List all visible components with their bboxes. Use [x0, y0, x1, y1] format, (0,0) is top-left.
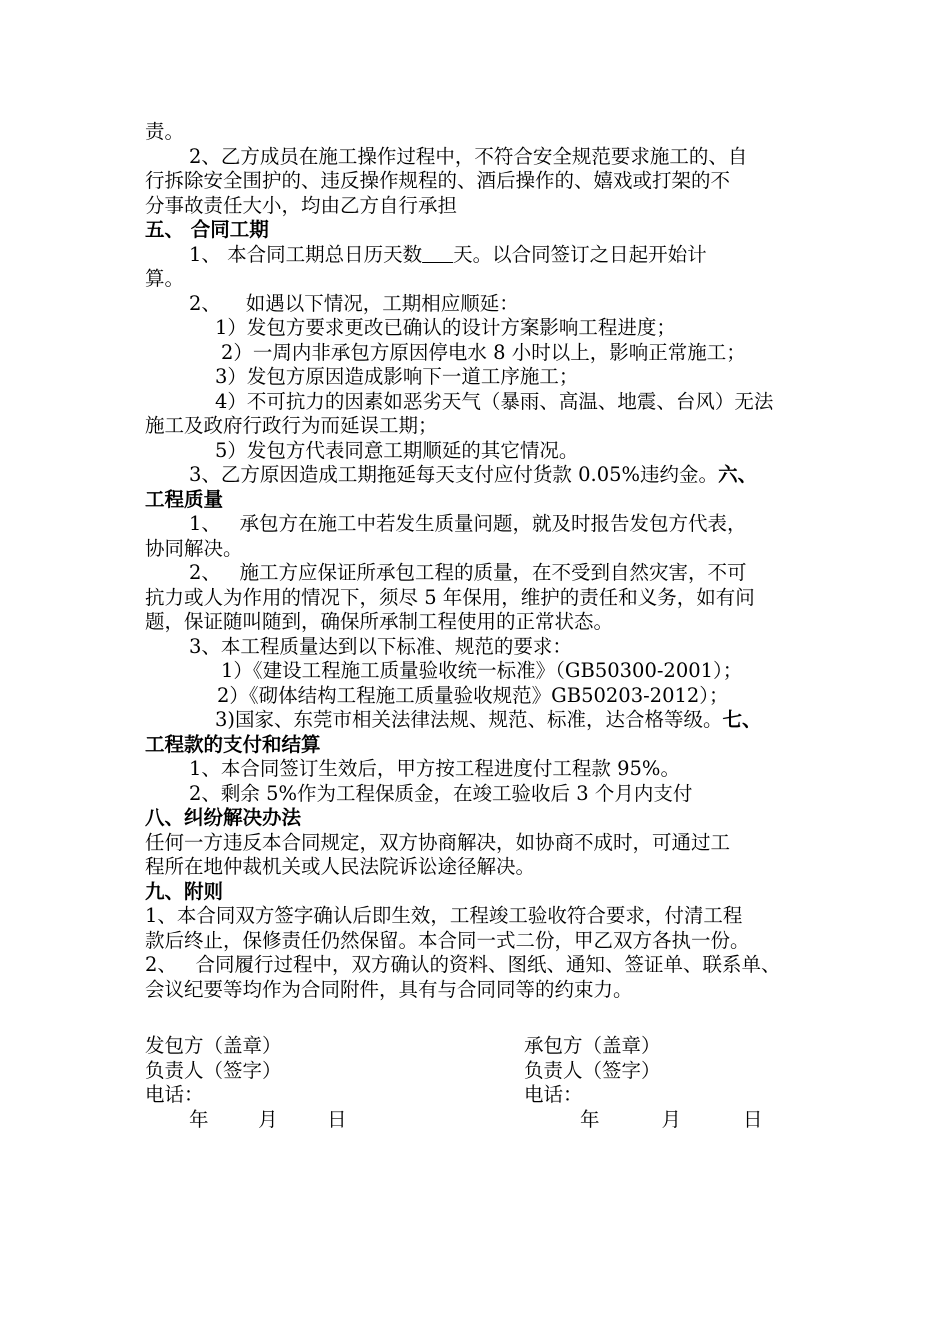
signature-row-sign — [145, 1059, 809, 1084]
text-line: 责。 — [145, 120, 185, 143]
signature-row-seal — [145, 1034, 809, 1059]
contract-body — [145, 120, 809, 1132]
clause-text: 2、 施工方应保证所承包工程的质量，在不受到自然灾害，不可 — [189, 561, 747, 584]
days-blank — [422, 243, 453, 266]
party-b-sign: 负责人（签字） — [524, 1058, 661, 1082]
clause-text: 会议纪要等均作为合同附件，具有与合同同等的约束力。 — [145, 977, 633, 1001]
clause-text: 抗力或人为作用的情况下，须尽 5 年保用，维护的责任和义务，如有问 — [145, 585, 755, 609]
section-heading-5: 五、 合同工期 — [145, 218, 269, 241]
clause-text: 3、乙方原因造成工期拖延每天支付应付货款 0.05%违约金。 — [189, 463, 719, 486]
clause-text: 2、乙方成员在施工操作过程中，不符合安全规范要求施工的、自 — [189, 144, 748, 168]
list-item: 2）一周内非承包方原因停电水 8 小时以上，影响正常施工； — [221, 340, 746, 364]
list-item: 3）发包方原因造成影响下一道工序施工； — [215, 365, 579, 388]
party-b-date: 年 月 日 — [580, 1107, 763, 1131]
section-heading-9: 九、附则 — [145, 879, 224, 903]
party-b-seal: 承包方（盖章） — [524, 1034, 661, 1057]
clause-text: 款后终止，保修责任仍然保留。本合同一式二份，甲乙双方各执一份。 — [145, 928, 750, 952]
list-item: 2）《砌体结构工程施工质量验收规范》GB50203-2012）； — [217, 683, 729, 707]
clause-penalty — [145, 463, 809, 488]
list-item: 1）《建设工程施工质量验收统一标准》（GB50300-2001）； — [221, 659, 743, 682]
clause-text: 1、本合同双方签字确认后即生效，工程竣工验收符合要求，付清工程 — [145, 904, 743, 927]
list-item: 3)国家、东莞市相关法律法规、规范、标准，达合格等级。 — [215, 708, 723, 731]
party-a-sign: 负责人（签字） — [145, 1058, 282, 1082]
party-a-phone: 电话： — [145, 1083, 204, 1106]
clause-duration — [145, 243, 809, 268]
list-item: 5）发包方代表同意工期顺延的其它情况。 — [215, 438, 579, 462]
clause-text: 算。 — [145, 267, 185, 290]
list-item-cont: 施工及政府行政行为而延误工期； — [145, 414, 438, 437]
section-number-6: 六、 — [718, 463, 758, 486]
signature-row-date — [145, 1108, 809, 1133]
clause-text: 1、本合同签订生效后，甲方按工程进度付工程款 95%。 — [189, 757, 680, 780]
clause-text: 协同解决。 — [145, 536, 243, 560]
clause-text: 2、剩余 5%作为工程保质金，在竣工验收后 3 个月内支付 — [189, 781, 693, 805]
section-heading-6: 工程质量 — [145, 487, 224, 511]
list-item: 1）发包方要求更改已确认的设计方案影响工程进度； — [215, 316, 676, 339]
list-item: 4）不可抗力的因素如恶劣天气（暴雨、高温、地震、台风）无法 — [215, 389, 774, 413]
party-a-seal: 发包方（盖章） — [145, 1034, 282, 1057]
section-heading-8: 八、纠纷解决办法 — [145, 806, 302, 829]
spacer — [145, 1002, 809, 1034]
section-number-7: 七、 — [722, 708, 762, 731]
clause-text: 行拆除安全围护的、违反操作规程的、酒后操作的、嬉戏或打架的不 — [145, 169, 731, 192]
clause-text: 任何一方违反本合同规定，双方协商解决，如协商不成时，可通过工 — [145, 830, 731, 854]
clause-text: 1、 承包方在施工中若发生质量问题，就及时报告发包方代表， — [189, 512, 747, 535]
signature-row-phone — [145, 1083, 809, 1108]
clause-text: 2、 如遇以下情况，工期相应顺延： — [189, 291, 519, 315]
party-b-phone: 电话： — [524, 1083, 583, 1106]
clause-text: 2、 合同履行过程中，双方确认的资料、图纸、通知、签证单、联系单、 — [145, 953, 781, 976]
clause-text: 程所在地仲裁机关或人民法院诉讼途径解决。 — [145, 855, 536, 878]
clause-standards — [145, 708, 809, 733]
party-a-date: 年 月 日 — [189, 1107, 347, 1131]
section-heading-7: 工程款的支付和结算 — [145, 732, 321, 756]
clause-text: 1、 本合同工期总日历天数 — [189, 242, 423, 266]
clause-text: 题，保证随叫随到，确保所承制工程使用的正常状态。 — [145, 610, 614, 633]
clause-text: 天。以合同签订之日起开始计 — [453, 242, 707, 266]
clause-text: 3、本工程质量达到以下标准、规范的要求： — [189, 634, 572, 658]
clause-text: 分事故责任大小，均由乙方自行承担 — [145, 193, 458, 217]
